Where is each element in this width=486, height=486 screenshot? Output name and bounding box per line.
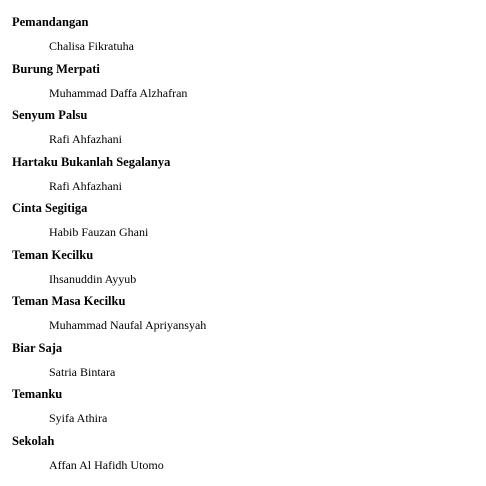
entry-author: Ihsanuddin Ayyub [49,271,137,286]
entry-title: Sekolah [12,433,55,448]
list-item [12,339,472,386]
entry-title: Pemandangan [12,15,89,29]
entry-title: Burung Merpati [12,61,100,76]
contents-list [12,13,472,478]
list-item [12,385,472,432]
entry-title: Biar Saja [12,340,63,355]
entry-title: Senyum Palsu [12,108,88,122]
list-item [12,432,472,479]
entry-title: Teman Masa Kecilku [12,294,126,308]
entry-author: Rafi Ahfazhani [49,132,122,146]
entry-author: Syifa Athira [49,411,108,425]
list-item [12,292,472,339]
entry-title: Hartaku Bukanlah Segalanya [12,154,171,169]
list-item [12,199,472,246]
list-item [12,106,472,153]
entry-title: Teman Kecilku [12,247,94,262]
entry-author: Muhammad Daffa Alzhafran [49,85,188,100]
list-item [12,13,472,60]
entry-author: Habib Fauzan Ghani [49,225,149,239]
list-item [12,60,472,107]
entry-author: Muhammad Naufal Apriyansyah [49,318,207,332]
entry-author: Rafi Ahfazhani [49,178,122,193]
entry-author: Chalisa Fikratuha [49,39,134,53]
entry-title: Cinta Segitiga [12,201,88,215]
entry-title: Temanku [12,387,63,401]
entry-author: Satria Bintara [49,364,116,379]
entry-author: Affan Al Hafidh Utomo [49,457,164,472]
list-item [12,246,472,293]
list-item [12,153,472,200]
